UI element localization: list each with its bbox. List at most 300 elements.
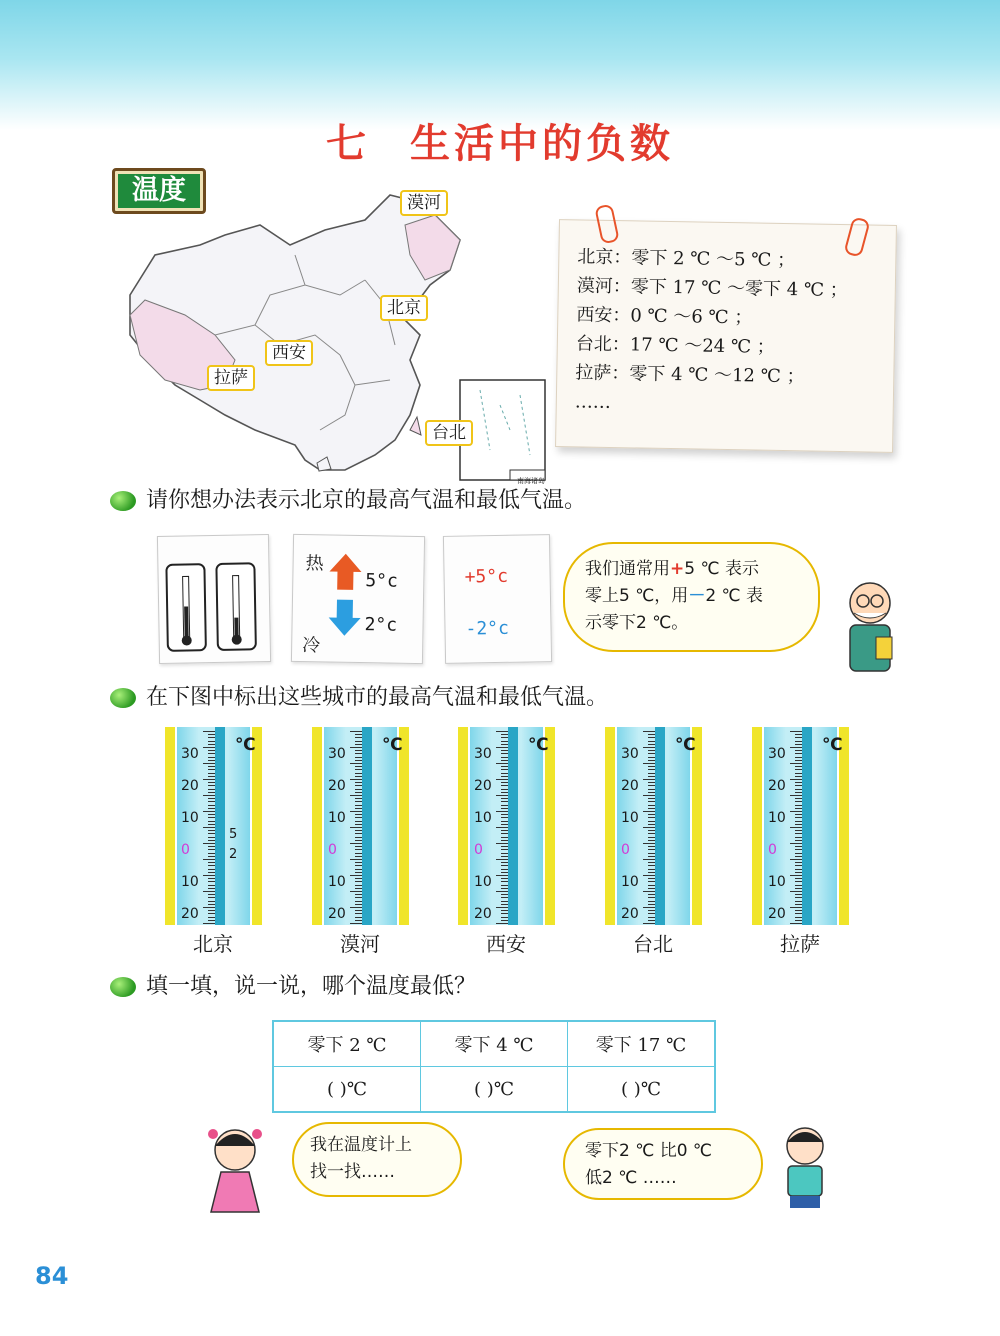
scale-tick	[350, 795, 362, 796]
scale-tick	[643, 763, 655, 764]
thermometer-city-label: 台北	[633, 932, 673, 956]
scale-label: 30	[768, 746, 786, 762]
scale-tick	[643, 859, 655, 860]
scale-tick	[648, 833, 655, 834]
scale-tick	[648, 798, 655, 799]
scale-tick	[350, 843, 362, 844]
scale-tick	[648, 769, 655, 770]
scale-tick	[208, 888, 215, 889]
scale-tick	[208, 824, 215, 825]
scale-label: 20	[181, 778, 199, 794]
question-2	[110, 683, 608, 713]
scale-tick	[208, 856, 215, 857]
scale-tick	[208, 737, 215, 738]
scale-tick	[496, 875, 508, 876]
scale-tick	[355, 734, 362, 735]
scale-tick	[355, 789, 362, 790]
scale-tick	[208, 798, 215, 799]
green-bullet-icon	[110, 977, 136, 997]
scale-tick	[350, 827, 362, 828]
scale-tick	[795, 830, 802, 831]
scale-tick	[795, 913, 802, 914]
thermometer[interactable]	[752, 727, 849, 925]
minus-two: -2°c	[465, 617, 510, 640]
scale-tick	[648, 817, 655, 818]
city-label-lasa: 拉萨	[207, 365, 255, 391]
scale-tick	[643, 731, 655, 732]
scale-tick	[501, 744, 508, 745]
scale-label: 30	[474, 746, 492, 762]
thermometer[interactable]	[312, 727, 409, 925]
scale-tick	[501, 798, 508, 799]
scale-tick	[648, 853, 655, 854]
scale-tick	[790, 859, 802, 860]
scale-tick	[648, 785, 655, 786]
scale-tick	[501, 856, 508, 857]
scale-tick	[643, 779, 655, 780]
scale-label: 10	[474, 810, 492, 826]
scale-tick	[208, 741, 215, 742]
scale-tick	[795, 750, 802, 751]
scale-tick	[355, 798, 362, 799]
page-title	[0, 112, 1000, 169]
scale-tick	[208, 917, 215, 918]
city-label-beijing: 北京	[380, 295, 428, 321]
scale-label: 0	[768, 842, 777, 858]
scale-tick	[648, 856, 655, 857]
scale-tick	[795, 910, 802, 911]
table-row	[273, 1021, 715, 1067]
scale-label: 20	[621, 906, 639, 922]
scale-tick	[643, 747, 655, 748]
scale-tick	[795, 846, 802, 847]
scale-tick	[501, 766, 508, 767]
scale-tick	[208, 773, 215, 774]
scale-tick	[203, 747, 215, 748]
scale-tick	[795, 798, 802, 799]
scale-tick	[208, 792, 215, 793]
scale-tick	[648, 910, 655, 911]
scale-label: 10	[621, 874, 639, 890]
scale-tick	[496, 843, 508, 844]
scale-tick	[501, 808, 508, 809]
scale-tick	[643, 811, 655, 812]
scale-tick	[790, 731, 802, 732]
scale-tick	[795, 837, 802, 838]
scale-tick	[795, 869, 802, 870]
city-label-mohe: 漠河	[400, 190, 448, 216]
teacher-character-icon	[832, 575, 902, 675]
scale-tick	[790, 763, 802, 764]
scale-tick	[501, 872, 508, 873]
scale-tick	[208, 744, 215, 745]
scale-tick	[795, 881, 802, 882]
bubble-text: 零上5 ℃，用	[585, 586, 689, 606]
scale-tick	[648, 862, 655, 863]
scale-tick	[355, 853, 362, 854]
scale-tick	[795, 894, 802, 895]
scale-tick	[795, 872, 802, 873]
scale-tick	[790, 907, 802, 908]
thermometer-unit: ℃	[382, 735, 403, 755]
thermometer-rail	[839, 727, 849, 925]
scale-tick	[355, 885, 362, 886]
scale-tick	[501, 773, 508, 774]
scale-tick	[795, 862, 802, 863]
scale-tick	[648, 805, 655, 806]
scale-tick	[501, 824, 508, 825]
scale-tick	[355, 766, 362, 767]
scale-tick	[355, 830, 362, 831]
scale-tick	[643, 923, 655, 924]
thermometer-tube	[655, 727, 665, 925]
scale-tick	[355, 737, 362, 738]
chapter-title: 生活中的负数	[410, 121, 674, 167]
green-bullet-icon	[110, 491, 136, 511]
table-header-cell: 零下 2 ℃	[273, 1021, 421, 1067]
question-3-text: 填一填，说一说，哪个温度最低？	[146, 974, 477, 999]
scale-tick	[795, 814, 802, 815]
scale-tick	[208, 814, 215, 815]
beijing-high-mark: 5	[229, 827, 238, 842]
scale-tick	[355, 808, 362, 809]
scale-tick	[496, 779, 508, 780]
down-value: 2°c	[364, 614, 398, 636]
scale-tick	[355, 881, 362, 882]
scale-tick	[790, 747, 802, 748]
scale-label: 20	[328, 906, 346, 922]
scale-label: 10	[328, 874, 346, 890]
scale-tick	[501, 913, 508, 914]
scale-tick	[355, 862, 362, 863]
scale-tick	[501, 917, 508, 918]
scale-tick	[350, 859, 362, 860]
teacher-speech-bubble	[563, 542, 820, 652]
question-1-text: 请你想办法表示北京的最高气温和最低气温。	[146, 488, 587, 513]
scale-tick	[355, 805, 362, 806]
scale-label: 20	[474, 906, 492, 922]
scale-tick	[795, 801, 802, 802]
table-answer-cell[interactable]: ( )℃	[273, 1067, 421, 1113]
bubble-text: 5 ℃ 表示	[684, 559, 759, 579]
scale-tick	[501, 840, 508, 841]
scale-tick	[648, 753, 655, 754]
scale-tick	[795, 856, 802, 857]
scale-tick	[203, 779, 215, 780]
scale-label: 0	[621, 842, 630, 858]
scale-tick	[501, 817, 508, 818]
scale-tick	[501, 862, 508, 863]
china-map-outline	[105, 185, 555, 485]
scale-tick	[203, 731, 215, 732]
bubble-text: 零下2 ℃ 比0 ℃	[585, 1141, 713, 1161]
minus-sign: －	[688, 586, 706, 606]
scale-tick	[648, 865, 655, 866]
scale-tick	[790, 923, 802, 924]
scale-tick	[648, 917, 655, 918]
up-value: 5°c	[365, 570, 399, 592]
scale-tick	[355, 878, 362, 879]
scale-tick	[350, 763, 362, 764]
scale-tick	[355, 869, 362, 870]
scale-tick	[648, 849, 655, 850]
scale-tick	[208, 840, 215, 841]
scale-tick	[501, 833, 508, 834]
scale-label: 0	[181, 842, 190, 858]
scale-tick	[208, 897, 215, 898]
scale-tick	[208, 821, 215, 822]
scale-tick	[648, 744, 655, 745]
scale-tick	[790, 811, 802, 812]
scale-label: 30	[181, 746, 199, 762]
city-label-xian: 西安	[265, 340, 313, 366]
scale-tick	[648, 913, 655, 914]
scale-tick	[648, 920, 655, 921]
scale-tick	[203, 859, 215, 860]
scale-tick	[795, 904, 802, 905]
thermometer-sketch-icon	[158, 535, 270, 663]
scale-tick	[648, 840, 655, 841]
scale-tick	[208, 920, 215, 921]
scale-tick	[501, 901, 508, 902]
scale-tick	[208, 801, 215, 802]
thermometer-tube	[215, 727, 225, 925]
china-map	[105, 185, 555, 485]
table-answer-cell[interactable]: ( )℃	[568, 1067, 716, 1113]
scale-tick	[355, 741, 362, 742]
scale-tick	[648, 894, 655, 895]
table-header-cell: 零下 17 ℃	[568, 1021, 716, 1067]
scale-tick	[208, 830, 215, 831]
table-header-cell: 零下 4 ℃	[421, 1021, 568, 1067]
scale-tick	[795, 776, 802, 777]
scale-tick	[648, 878, 655, 879]
scale-tick	[795, 865, 802, 866]
thermometer[interactable]	[458, 727, 555, 925]
scale-tick	[648, 782, 655, 783]
scale-tick	[501, 821, 508, 822]
scale-tick	[350, 923, 362, 924]
scale-tick	[355, 840, 362, 841]
scale-tick	[355, 824, 362, 825]
scale-tick	[208, 853, 215, 854]
scale-tick	[355, 801, 362, 802]
scale-tick	[648, 869, 655, 870]
scale-label: 30	[328, 746, 346, 762]
scale-tick	[648, 734, 655, 735]
scale-tick	[208, 760, 215, 761]
scale-tick	[208, 808, 215, 809]
scale-tick	[648, 808, 655, 809]
scale-tick	[496, 923, 508, 924]
scale-label: 10	[181, 810, 199, 826]
scale-tick	[501, 776, 508, 777]
scale-tick	[208, 869, 215, 870]
scale-tick	[208, 881, 215, 882]
note-line-mohe: 漠河：零下 17 ℃ ～零下 4 ℃ ；	[576, 275, 848, 302]
scale-tick	[648, 901, 655, 902]
scale-tick	[795, 782, 802, 783]
girl-speech-bubble	[292, 1122, 462, 1197]
scale-tick	[355, 894, 362, 895]
note-line-taibei: 台北：17 ℃ ～24 ℃ ；	[575, 333, 775, 358]
scale-tick	[643, 827, 655, 828]
scale-tick	[208, 753, 215, 754]
scale-tick	[501, 814, 508, 815]
scale-tick	[501, 894, 508, 895]
bubble-text: 示零下2 ℃。	[585, 613, 689, 633]
scale-tick	[496, 811, 508, 812]
scale-tick	[355, 897, 362, 898]
scale-tick	[355, 837, 362, 838]
thermometer[interactable]	[165, 727, 262, 925]
scale-tick	[648, 792, 655, 793]
scale-tick	[643, 795, 655, 796]
scale-tick	[643, 875, 655, 876]
scale-tick	[501, 769, 508, 770]
scale-tick	[648, 837, 655, 838]
temperature-note-card	[555, 219, 897, 453]
scale-tick	[496, 747, 508, 748]
scale-tick	[795, 853, 802, 854]
scale-tick	[501, 792, 508, 793]
hot-label: 热	[305, 553, 324, 575]
scale-tick	[496, 763, 508, 764]
scale-tick	[648, 757, 655, 758]
scale-tick	[208, 878, 215, 879]
scale-tick	[501, 888, 508, 889]
scale-tick	[501, 881, 508, 882]
scale-tick	[501, 920, 508, 921]
scale-tick	[648, 789, 655, 790]
sketch-card-arrows	[291, 534, 425, 664]
scale-tick	[795, 744, 802, 745]
scale-tick	[203, 891, 215, 892]
scale-label: 20	[768, 778, 786, 794]
scale-tick	[501, 849, 508, 850]
note-line-beijing: 北京：零下 2 ℃ ～5 ℃ ；	[577, 246, 796, 272]
scale-tick	[208, 846, 215, 847]
scale-tick	[790, 891, 802, 892]
scale-tick	[795, 901, 802, 902]
scale-label: 10	[474, 874, 492, 890]
scale-label: 20	[181, 906, 199, 922]
scale-tick	[501, 805, 508, 806]
scale-tick	[355, 913, 362, 914]
scale-tick	[208, 872, 215, 873]
scale-tick	[501, 734, 508, 735]
thermometer-rail	[399, 727, 409, 925]
thermometer-rail	[692, 727, 702, 925]
sketch-card-thermometers	[157, 534, 271, 664]
thermometer-rail	[605, 727, 615, 925]
scale-tick	[355, 856, 362, 857]
scale-tick	[208, 901, 215, 902]
scale-tick	[795, 920, 802, 921]
scale-tick	[501, 897, 508, 898]
scale-tick	[648, 846, 655, 847]
plus-sign: +	[670, 559, 685, 579]
boy-speech-bubble	[563, 1128, 763, 1200]
scale-label: 20	[474, 778, 492, 794]
scale-tick	[208, 849, 215, 850]
question-1	[110, 486, 586, 516]
scale-tick	[648, 897, 655, 898]
chapter-number: 七	[326, 121, 370, 167]
table-answer-cell[interactable]: ( )℃	[421, 1067, 568, 1113]
scale-tick	[795, 789, 802, 790]
scale-tick	[203, 827, 215, 828]
thermometer-rail	[312, 727, 322, 925]
scale-tick	[355, 846, 362, 847]
scale-tick	[648, 881, 655, 882]
scale-tick	[208, 817, 215, 818]
scale-label: 10	[181, 874, 199, 890]
scale-tick	[208, 757, 215, 758]
scale-tick	[648, 888, 655, 889]
scale-tick	[795, 734, 802, 735]
scale-tick	[501, 878, 508, 879]
scale-tick	[501, 830, 508, 831]
scale-tick	[355, 782, 362, 783]
thermometer-tube	[802, 727, 812, 925]
scale-tick	[501, 910, 508, 911]
scale-tick	[203, 907, 215, 908]
scale-tick	[350, 891, 362, 892]
thermometer[interactable]	[605, 727, 702, 925]
scale-tick	[496, 859, 508, 860]
scale-tick	[208, 913, 215, 914]
scale-tick	[355, 833, 362, 834]
scale-tick	[208, 776, 215, 777]
scale-label: 20	[328, 778, 346, 794]
thermometer-unit: ℃	[675, 735, 696, 755]
note-line-xian: 西安：0 ℃ ～6 ℃ ；	[576, 304, 753, 329]
scale-tick	[355, 744, 362, 745]
scale-tick	[648, 760, 655, 761]
scale-tick	[208, 769, 215, 770]
scale-tick	[790, 795, 802, 796]
scale-tick	[355, 757, 362, 758]
scale-tick	[355, 920, 362, 921]
scale-label: 10	[768, 874, 786, 890]
thermometer-unit: ℃	[235, 735, 256, 755]
scale-tick	[790, 779, 802, 780]
scale-tick	[643, 891, 655, 892]
note-line-ellipsis: ……	[574, 391, 612, 413]
scale-tick	[795, 808, 802, 809]
scale-tick	[795, 885, 802, 886]
scale-tick	[350, 731, 362, 732]
scale-tick	[795, 737, 802, 738]
scale-tick	[203, 843, 215, 844]
scale-tick	[795, 821, 802, 822]
scale-tick	[501, 757, 508, 758]
thermometer-city-label: 北京	[193, 932, 233, 956]
scale-tick	[208, 750, 215, 751]
scale-tick	[355, 865, 362, 866]
scale-tick	[350, 907, 362, 908]
scale-tick	[208, 766, 215, 767]
scale-tick	[355, 904, 362, 905]
plus-five: +5°c	[464, 565, 509, 588]
scale-tick	[795, 773, 802, 774]
scale-tick	[203, 763, 215, 764]
scale-tick	[648, 821, 655, 822]
scale-tick	[355, 888, 362, 889]
scale-tick	[496, 891, 508, 892]
page-number: 84	[35, 1262, 69, 1290]
